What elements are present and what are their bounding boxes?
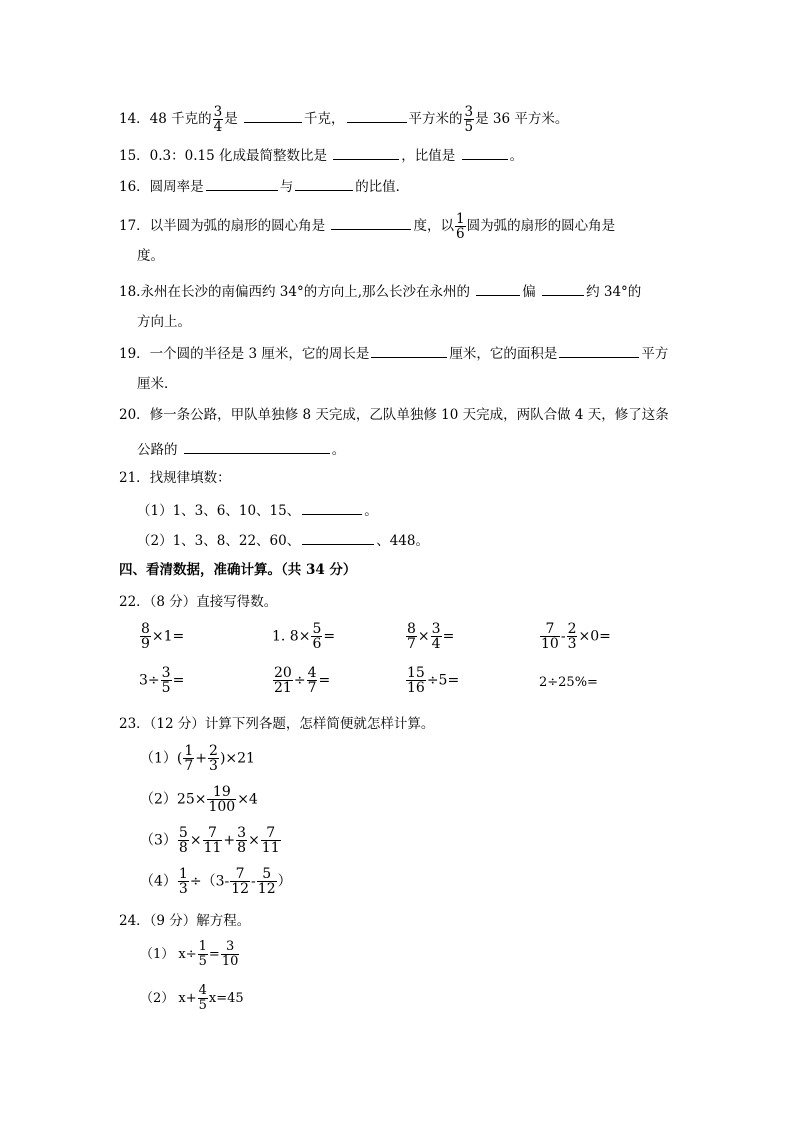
- question-20-cont: 公路的 。: [137, 442, 346, 458]
- question-21-part2: （2）1、3、8、22、60、 、448。: [137, 533, 429, 549]
- question-20: 20．修一条公路，甲队单独修 8 天完成，乙队单独修 10 天完成，两队合做 4 天，修了这条: [119, 407, 669, 423]
- answer-blank[interactable]: [302, 531, 374, 545]
- answer-blank[interactable]: [302, 501, 362, 515]
- question-17: 17．以半圆为弧的扇形的圆心角是 度，以 $\frac{1}{6}$ 圆为弧的扇形的圆心角是: [119, 211, 616, 242]
- question-16: 16．圆周率是 与 的比值．: [119, 179, 410, 195]
- calc-item: $\frac{7}{10}$ - $\frac{2}{3}$ ×0=: [541, 621, 611, 652]
- answer-blank[interactable]: [295, 177, 353, 191]
- answer-blank[interactable]: [333, 146, 399, 160]
- fraction: $\frac{1}{6}$: [455, 211, 465, 242]
- calc-item: （3） $\frac{5}{8}$ × $\frac{7}{11}$ + $\frac{3}{8}$ × $\frac{7}{11}$: [140, 825, 280, 856]
- fraction: $\frac{3}{5}$: [464, 104, 474, 135]
- question-15: 15．0.3：0.15 化成最简整数比是 ，比值是 。: [119, 148, 524, 164]
- question-18-cont: 方向上。: [137, 314, 191, 330]
- answer-blank[interactable]: [331, 216, 411, 230]
- answer-blank[interactable]: [462, 146, 508, 160]
- calc-item: $\frac{20}{21}$ ÷ $\frac{4}{7}$ =: [274, 665, 331, 696]
- calc-item: $\frac{15}{16}$ ÷5=: [407, 665, 460, 696]
- question-19: 19．一个圆的半径是 3 厘米，它的周长是 厘米，它的面积是 平方: [119, 346, 669, 362]
- calc-item: 2÷25%=: [539, 675, 598, 690]
- equation-item: （1） x÷ $\frac{1}{5}$ = $\frac{3}{10}$: [140, 939, 239, 969]
- fraction: $\frac{3}{4}$: [213, 104, 223, 135]
- answer-blank[interactable]: [371, 344, 447, 358]
- calc-item: $\frac{8}{7}$ × $\frac{3}{4}$ =: [407, 621, 455, 652]
- calc-item: （1）( $\frac{1}{7}$ + $\frac{2}{3}$ )×21: [140, 743, 255, 774]
- answer-blank[interactable]: [347, 109, 407, 123]
- calc-item: （4） $\frac{1}{3}$ ÷（3- $\frac{7}{12}$ - $\frac{5}{12}$ ）: [140, 866, 292, 897]
- question-21-part1: （1）1、3、6、10、15、 。: [137, 503, 378, 519]
- question-24: 24．（9 分）解方程。: [119, 913, 251, 929]
- calc-item: （2）25× $\frac{19}{100}$ ×4: [140, 784, 258, 815]
- answer-blank[interactable]: [542, 282, 584, 296]
- section-title: 四、看清数据，准确计算。（共 34 分）: [119, 562, 357, 578]
- question-23: 23．（12 分）计算下列各题，怎样简便就怎样计算。: [119, 716, 435, 732]
- equation-item: （2） x+ $\frac{4}{5}$ x=45: [140, 983, 244, 1013]
- answer-blank[interactable]: [184, 440, 330, 454]
- answer-blank[interactable]: [559, 344, 639, 358]
- question-14: 14．48 千克的 $\frac{3}{4}$ 是 千克， 平方米的 $\frac{3}{5}$ 是 36 平方米。: [119, 104, 569, 135]
- calc-item: $\frac{8}{9}$ ×1=: [141, 621, 185, 652]
- question-22: 22．（8 分）直接写得数。: [119, 594, 278, 610]
- question-21: 21．找规律填数：: [119, 470, 231, 486]
- answer-blank[interactable]: [476, 282, 520, 296]
- calc-item: 1. 8× $\frac{5}{6}$ =: [272, 621, 336, 652]
- question-17-cont: 度。: [137, 248, 164, 264]
- question-18: 18.永州在长沙的南偏西约 34°的方向上,那么长沙在永州的 偏 约 34°的: [119, 284, 642, 300]
- calc-item: 3÷ $\frac{3}{5}$ =: [139, 665, 185, 696]
- question-19-cont: 厘米．: [137, 376, 178, 392]
- answer-blank[interactable]: [206, 177, 278, 191]
- answer-blank[interactable]: [244, 109, 302, 123]
